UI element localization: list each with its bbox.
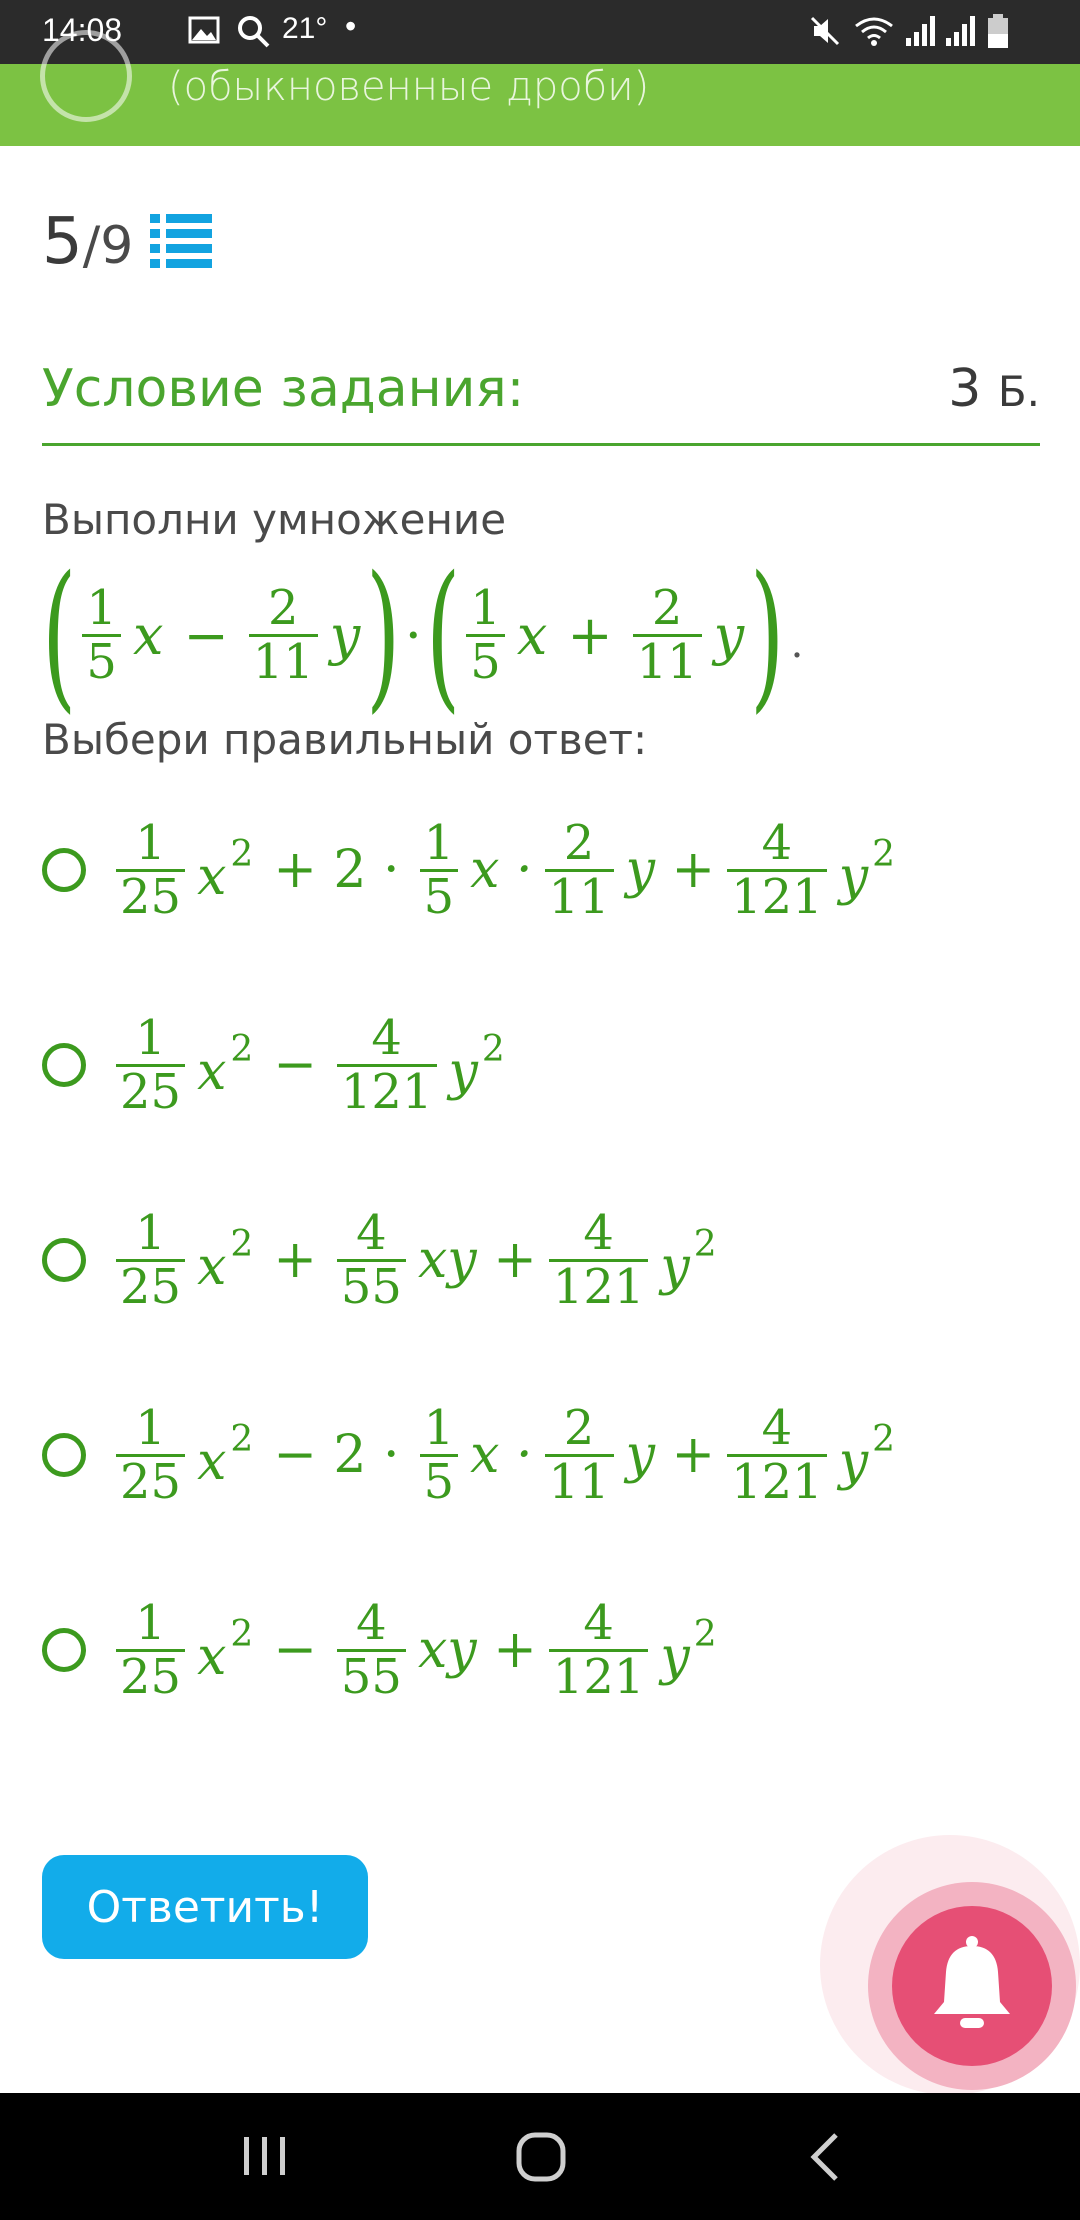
answer-option-1[interactable] <box>42 800 901 940</box>
fraction <box>420 1400 459 1510</box>
fraction <box>727 815 827 925</box>
task-title: Условие задания: <box>42 359 525 419</box>
back-nav-icon[interactable] <box>806 2131 846 2183</box>
denominator: 25 <box>116 1454 185 1507</box>
numerator: 4 <box>583 1595 614 1652</box>
paren-close: ) <box>750 541 785 728</box>
x-squared: x $^2$ <box>197 1418 254 1492</box>
radio-button[interactable] <box>42 1433 86 1477</box>
answer-option-3[interactable] <box>42 1190 723 1330</box>
option-expression <box>110 1010 511 1120</box>
operator: + <box>273 1230 317 1290</box>
radio-button[interactable] <box>42 1238 86 1282</box>
operator: − <box>273 1620 317 1680</box>
numerator: 4 <box>356 1595 387 1652</box>
option-expression <box>110 1205 723 1315</box>
wifi-icon <box>852 14 896 48</box>
fraction <box>82 580 121 690</box>
fraction <box>549 1595 649 1705</box>
fraction <box>116 1205 185 1315</box>
fraction <box>337 1010 437 1120</box>
task-header <box>42 355 1040 446</box>
operator: + 2 · <box>273 840 400 900</box>
numerator: 1 <box>86 580 117 637</box>
denominator: 11 <box>545 1454 614 1507</box>
denominator: 55 <box>337 1259 406 1312</box>
numerator: 1 <box>470 580 501 637</box>
y-squared: y $^2$ <box>448 1028 505 1102</box>
y-squared: y $^2$ <box>660 1613 717 1687</box>
status-time: 14:08 <box>42 12 123 48</box>
x-squared: x $^2$ <box>197 833 254 907</box>
denominator: 5 <box>466 634 505 687</box>
bell-icon <box>892 1906 1052 2066</box>
denominator: 121 <box>727 869 827 922</box>
numerator: 2 <box>651 580 683 637</box>
denominator: 121 <box>549 1649 649 1702</box>
term-middle: xy + <box>417 1620 537 1680</box>
fraction <box>116 1400 185 1510</box>
option-expression <box>110 1595 723 1705</box>
numerator: 4 <box>761 1400 793 1457</box>
battery-icon <box>986 14 1010 50</box>
fraction <box>337 1595 406 1705</box>
fraction <box>337 1205 406 1315</box>
denominator: 11 <box>249 634 318 687</box>
fraction <box>116 1010 185 1120</box>
period: . <box>790 621 804 667</box>
denominator: 25 <box>116 1649 185 1702</box>
denominator: 55 <box>337 1649 406 1702</box>
fraction <box>420 815 459 925</box>
operator: − 2 · <box>273 1425 400 1485</box>
status-bar <box>0 0 1080 64</box>
paren-open: ( <box>425 541 461 728</box>
x-squared: x $^2$ <box>197 1613 254 1687</box>
header-title: (обыкновенные дроби) <box>168 64 650 110</box>
fraction <box>249 580 318 690</box>
fraction <box>466 580 505 690</box>
term-middle: x · <box>470 1425 533 1485</box>
denominator: 11 <box>545 869 614 922</box>
mute-icon <box>808 14 842 48</box>
signal-icon-2 <box>944 14 976 48</box>
points-unit: Б. <box>997 367 1040 416</box>
numerator: 4 <box>371 1010 402 1067</box>
choose-answer-label: Выбери правильный ответ: <box>42 715 648 764</box>
task-progress <box>42 205 133 279</box>
navigation-bar <box>0 2093 1080 2220</box>
numerator: 4 <box>356 1205 387 1262</box>
denominator: 11 <box>633 634 702 687</box>
task-list-icon[interactable] <box>150 212 212 268</box>
task-points <box>948 359 1040 419</box>
fraction <box>116 815 185 925</box>
progress-current: 5 <box>42 205 83 279</box>
app-header <box>0 64 1080 146</box>
fraction <box>116 1595 185 1705</box>
numerator: 1 <box>423 815 455 872</box>
denominator: 25 <box>116 869 185 922</box>
denominator: 25 <box>116 1259 185 1312</box>
fraction <box>727 1400 827 1510</box>
fraction <box>549 1205 649 1315</box>
answer-option-4[interactable] <box>42 1385 901 1525</box>
operator: − <box>273 1035 317 1095</box>
variable-x: x <box>132 603 164 667</box>
x-squared: x $^2$ <box>197 1223 254 1297</box>
submit-answer-button[interactable]: Ответить! <box>42 1855 368 1959</box>
status-temperature: 21° <box>282 12 328 45</box>
radio-button[interactable] <box>42 1043 86 1087</box>
y-squared: y $^2$ <box>838 1418 895 1492</box>
denominator: 5 <box>420 869 459 922</box>
option-expression <box>110 1400 901 1510</box>
progress-total: 9 <box>100 216 134 276</box>
variable-x: x <box>516 603 548 667</box>
term-y-plus: y + <box>625 1425 716 1485</box>
numerator: 4 <box>583 1205 614 1262</box>
option-expression <box>110 815 901 925</box>
numerator: 4 <box>761 815 793 872</box>
numerator: 1 <box>135 1205 166 1262</box>
fraction <box>545 815 614 925</box>
term-middle: x · <box>470 840 533 900</box>
task-instruction: Выполни умножение <box>42 495 507 544</box>
x-squared: x $^2$ <box>197 1028 254 1102</box>
numerator: 2 <box>563 1400 595 1457</box>
variable-y: y <box>329 603 361 667</box>
y-squared: y $^2$ <box>838 833 895 907</box>
y-squared: y $^2$ <box>660 1223 717 1297</box>
answer-option-5[interactable] <box>42 1580 723 1720</box>
denominator: 5 <box>82 634 121 687</box>
radio-button[interactable] <box>42 848 86 892</box>
answer-option-2[interactable] <box>42 995 511 1135</box>
paren-close: ) <box>366 541 401 728</box>
fraction <box>633 580 702 690</box>
numerator: 1 <box>135 1010 166 1067</box>
numerator: 1 <box>423 1400 455 1457</box>
term-y-plus: y + <box>625 840 716 900</box>
home-icon[interactable] <box>515 2131 567 2183</box>
term-middle: xy + <box>417 1230 537 1290</box>
points-value: 3 <box>948 359 982 419</box>
denominator: 25 <box>116 1064 185 1117</box>
fraction <box>545 1400 614 1510</box>
operator-plus: + <box>567 603 613 667</box>
operator-minus: − <box>183 603 229 667</box>
numerator: 1 <box>135 1595 166 1652</box>
numerator: 2 <box>267 580 299 637</box>
recent-apps-icon[interactable] <box>240 2131 290 2181</box>
numerator: 1 <box>135 815 166 872</box>
denominator: 121 <box>727 1454 827 1507</box>
denominator: 121 <box>549 1259 649 1312</box>
radio-button[interactable] <box>42 1628 86 1672</box>
variable-y: y <box>713 603 745 667</box>
numerator: 2 <box>563 815 595 872</box>
numerator: 1 <box>135 1400 166 1457</box>
operator-dot: · <box>404 603 422 667</box>
signal-icon <box>904 14 936 48</box>
bell-button-inner[interactable] <box>892 1906 1052 2066</box>
gallery-icon <box>188 14 220 46</box>
notification-dot-icon: • <box>345 8 357 44</box>
progress-separator: / <box>82 216 101 276</box>
back-icon[interactable] <box>40 30 132 122</box>
denominator: 121 <box>337 1064 437 1117</box>
denominator: 5 <box>420 1454 459 1507</box>
task-expression <box>42 541 804 728</box>
search-icon <box>236 14 270 48</box>
paren-open: ( <box>42 541 77 728</box>
